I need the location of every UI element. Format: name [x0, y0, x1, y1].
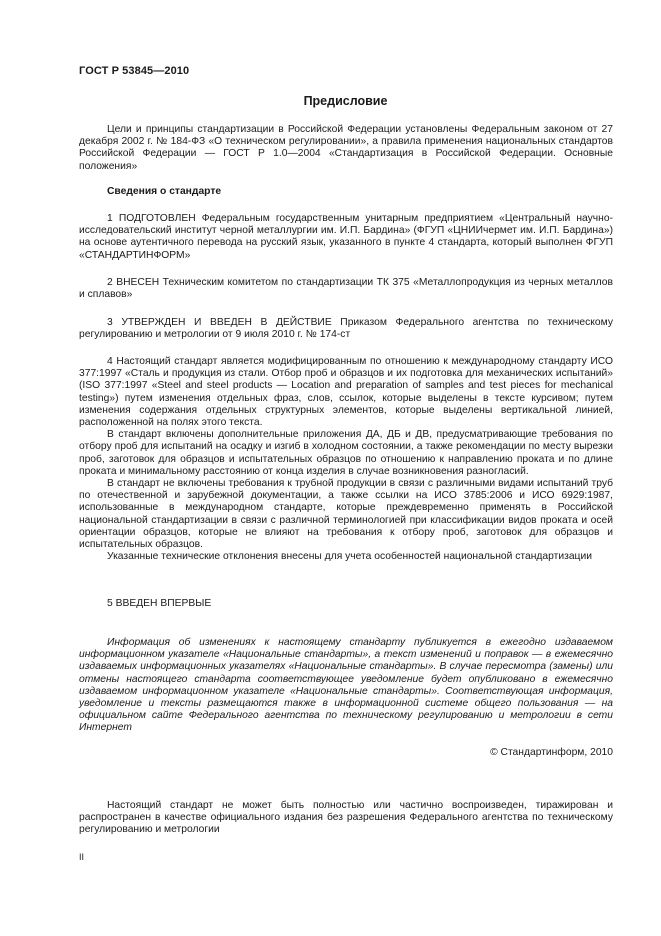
- reproduction-notice: [79, 800, 613, 837]
- item-4-paragraph-1: 4 Настоящий стандарт является модифицированным по отношению к международному стандарту ИСО 377:1997 «Сталь и продукция из стали. Отбор проб и образцов и их подготовка для механических испытаний» (ISO 377:1997 «Steel and steel products — Location and preparation of samples and test pieces for mechanical testing») путем изменения отдельных фраз, слов, ссылок, которые выделены в тексте курсивом; путем изменения содержания отдельных структурных элементов, которые выделены вертикальной линией, расположенной на полях этого текста.: [79, 356, 613, 429]
- item-1: [79, 213, 613, 262]
- item-1-text: 1 ПОДГОТОВЛЕН Федеральным государственным унитарным предприятием «Центральный научно-исследовательский институт черной металлургии им. И.П. Бардина» (ФГУП «ЦНИИчермет им. И.П. Бардина») на основе аутентичного перевода на русский язык, указанного в пункте 4 стандарта, который выполнен ФГУП «СТАНДАРТИНФОРМ»: [79, 213, 613, 261]
- reproduction-text: Настоящий стандарт не может быть полностью или частично воспроизведен, тиражирован и распространен в качестве официального издания без разрешения Федерального агентства по техническому регулированию и метрологии: [79, 800, 613, 836]
- item-4: [79, 356, 613, 563]
- changes-notice-text: Информация об изменениях к настоящему стандарту публикуется в ежегодно издаваемом информационном указателе «Национальные стандарты», а текст изменений и поправок — в ежемесячно издаваемых информационных указателях «Национальные стандарты». В случае пересмотра (замены) или отмены настоящего стандарта соответствующее уведомление будет опубликовано в ежемесячно издаваемом информационном указателе «Национальные стандарты». Соответствующая информация, уведомление и тексты размещаются также в информационной системе общего пользования — на официальном сайте Федерального агентства по техническому регулированию и метрологии в сети Интернет: [79, 637, 613, 734]
- page-number: II: [79, 852, 85, 862]
- item-4-paragraph-2: В стандарт включены дополнительные приложения ДА, ДБ и ДВ, предусматривающие требования по отбору проб для испытаний на осадку и изгиб в холодном состоянии, а также рекомендации по месту вырезки проб, заготовок для образцов и испытательных образцов по отношению к направлению проката и по длине проката и минимальному расстоянию от конца изделия в случае возникновения разногласий.: [79, 429, 613, 477]
- item-2: [79, 277, 613, 301]
- intro-paragraph: [79, 124, 613, 173]
- intro-text: Цели и принципы стандартизации в Российской Федерации установлены Федеральным законом от 27 декабря 2002 г. № 184-ФЗ «О техническом регулировании», а правила применения национальных стандартов Российской Федерации — ГОСТ Р 1.0—2004 «Стандартизация в Российской Федерации. Основные положения»: [79, 124, 613, 172]
- item-4-paragraph-4: Указанные технические отклонения внесены для учета особенностей национальной стандартизации: [107, 551, 592, 563]
- item-5: [79, 598, 613, 610]
- item-2-text: 2 ВНЕСЕН Техническим комитетом по стандартизации ТК 375 «Металлопродукция из черных металлов и сплавов»: [79, 277, 613, 301]
- copyright: © Стандартинформ, 2010: [490, 747, 613, 758]
- changes-notice: [79, 637, 613, 735]
- section-heading: Сведения о стандарте: [107, 186, 222, 197]
- standard-code: ГОСТ Р 53845—2010: [79, 65, 190, 77]
- page-title: Предисловие: [303, 94, 388, 108]
- item-5-text: 5 ВВЕДЕН ВПЕРВЫЕ: [107, 598, 212, 609]
- item-3: [79, 317, 613, 341]
- item-3-text: 3 УТВЕРЖДЕН И ВВЕДЕН В ДЕЙСТВИЕ Приказом Федерального агентства по техническому регулированию и метрологии от 9 июля 2010 г. № 174-ст: [79, 317, 613, 341]
- item-4-paragraph-3: В стандарт не включены требования к трубной продукции в связи с различными видами испытаний труб по отечественной и зарубежной документации, а также ссылки на ИСО 3785:2006 и ИСО 6929:1987, использованные в международном стандарте, которые преждевременно применять в Российской национальной стандартизации в связи с различной терминологией при классификации видов проката и осей ориентации образцов, которые не влияют на требования к отбору проб, заготовок для образцов и испытательных образцов.: [79, 478, 613, 551]
